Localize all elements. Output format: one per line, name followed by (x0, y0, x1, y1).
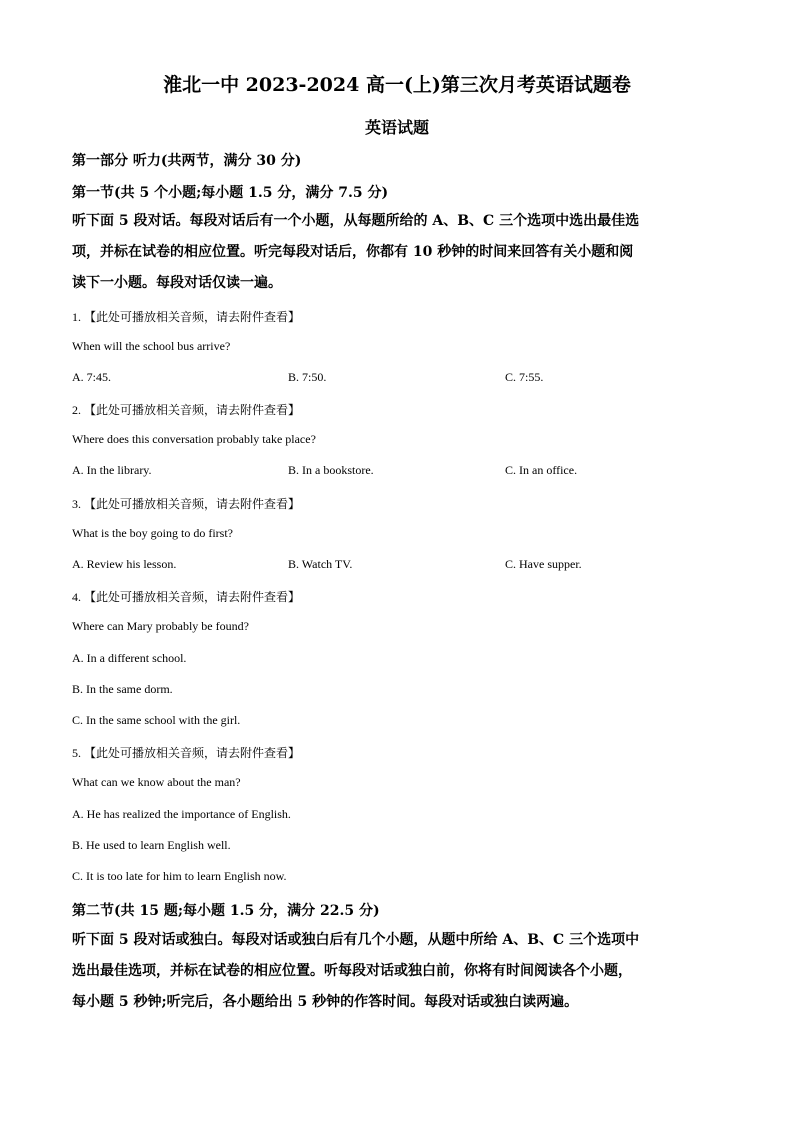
instruction-line: 项，并标在试卷的相应位置。听完每段对话后，你都有 10 秒钟的时间来回答有关小题和阅 (72, 244, 634, 260)
option-2b: B. In a bookstore. (288, 463, 374, 477)
option-4c: C. In the same school with the girl. (72, 713, 241, 727)
section1-instructions (72, 206, 720, 299)
option-5b: B. He used to learn English well. (72, 838, 231, 852)
instruction-line: 选出最佳选项，并标在试卷的相应位置。听每段对话或独白前，你将有时间阅读各个小题， (72, 963, 632, 979)
instruction-line: 听下面 5 段对话。每段对话后有一个小题，从每题所给的 A、B、C 三个选项中选出最佳选 (72, 213, 640, 229)
option-2a: A. In the library. (72, 463, 152, 477)
option-3c: C. Have supper. (505, 557, 582, 571)
section1-heading: 第一节(共 5 个小题;每小题 1.5 分，满分 7.5 分) (72, 185, 389, 201)
option-4b: B. In the same dorm. (72, 682, 173, 696)
audio-placeholder-3[interactable]: 3. 【此处可播放相关音频，请去附件查看】 (72, 497, 301, 511)
option-1b: B. 7:50. (288, 370, 327, 384)
option-2c: C. In an office. (505, 463, 578, 477)
option-3b: B. Watch TV. (288, 557, 353, 571)
question-3: What is the boy going to do first? (72, 526, 233, 540)
option-1c: C. 7:55. (505, 370, 544, 384)
page-title: 淮北一中 2023-2024 高一(上)第三次月考英语试题卷 (163, 74, 631, 96)
section2-heading: 第二节(共 15 题;每小题 1.5 分，满分 22.5 分) (72, 903, 380, 919)
audio-placeholder-5[interactable]: 5. 【此处可播放相关音频，请去附件查看】 (72, 746, 301, 760)
instruction-line: 读下一小题。每段对话仅读一遍。 (72, 275, 282, 291)
question-2: Where does this conversation probably take place? (72, 432, 316, 446)
section2-instructions (72, 925, 720, 1018)
part1-heading: 第一部分 听力(共两节，满分 30 分) (72, 153, 302, 169)
question-1: When will the school bus arrive? (72, 339, 231, 353)
instruction-line: 听下面 5 段对话或独白。每段对话或独白后有几个小题，从题中所给 A、B、C 三个选项中 (72, 932, 640, 948)
option-1a: A. 7:45. (72, 370, 111, 384)
page-subtitle: 英语试题 (364, 118, 429, 137)
audio-placeholder-1[interactable]: 1. 【此处可播放相关音频，请去附件查看】 (72, 310, 301, 324)
option-4a: A. In a different school. (72, 651, 187, 665)
audio-placeholder-4[interactable]: 4. 【此处可播放相关音频，请去附件查看】 (72, 590, 301, 604)
audio-placeholder-2[interactable]: 2. 【此处可播放相关音频，请去附件查看】 (72, 403, 301, 417)
option-5a: A. He has realized the importance of English. (72, 807, 291, 821)
question-5: What can we know about the man? (72, 775, 241, 789)
question-4: Where can Mary probably be found? (72, 619, 249, 633)
option-5c: C. It is too late for him to learn English now. (72, 869, 287, 883)
option-3a: A. Review his lesson. (72, 557, 177, 571)
instruction-line: 每小题 5 秒钟;听完后，各小题给出 5 秒钟的作答时间。每段对话或独白读两遍。 (72, 994, 579, 1010)
